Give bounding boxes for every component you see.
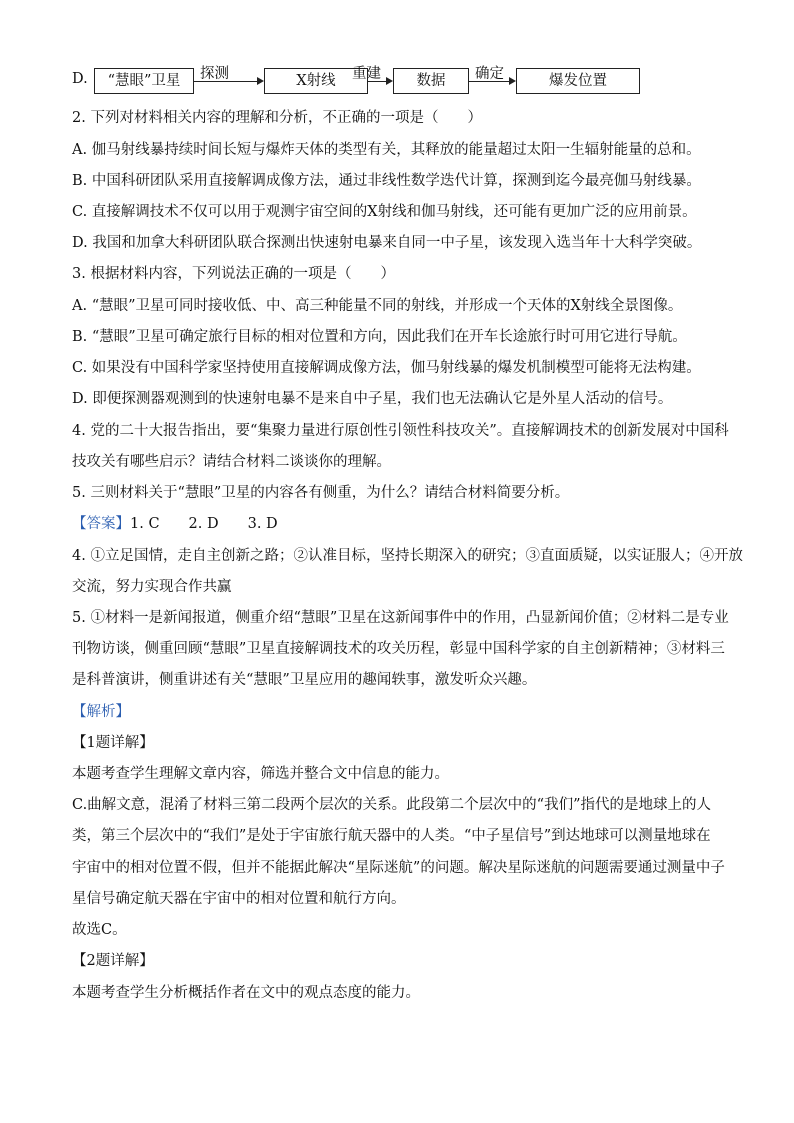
q3-stem: 3. 根据材料内容，下列说法正确的一项是（ ） xyxy=(72,266,395,282)
analysis-q1-heading: 【1题详解】 xyxy=(72,735,154,751)
flow-box-position: 爆发位置 xyxy=(516,68,640,94)
answer-5-line-3: 是科普演讲，侧重讲述有关“慧眼”卫星应用的趣闻轶事，激发听众兴趣。 xyxy=(72,672,537,688)
analysis-q2-heading: 【2题详解】 xyxy=(72,953,154,969)
q2-option-b: B. 中国科研团队采用直接解调成像方法，通过非线性数学迭代计算，探测到迄今最亮伽马射线暴。 xyxy=(72,173,701,189)
flow-diagram xyxy=(72,68,652,98)
q3-option-c: C. 如果没有中国科学家坚持使用直接解调成像方法，伽马射线暴的爆发机制模型可能将无法构建。 xyxy=(72,360,701,376)
q2-option-d: D. 我国和加拿大科研团队联合探测出快速射电暴来自同一中子星，该发现入选当年十大科学突破。 xyxy=(72,235,702,251)
flow-arrow-label-rebuild: 重建 xyxy=(352,66,381,82)
q3-option-d: D. 即便探测器观测到的快速射电暴不是来自中子星，我们也无法确认它是外星人活动的信号。 xyxy=(72,391,673,407)
q4-line-2: 技攻关有哪些启示？请结合材料二谈谈你的理解。 xyxy=(72,454,391,470)
flow-arrow-1 xyxy=(194,81,257,82)
q3-option-b: B. “慧眼”卫星可确定旅行目标的相对位置和方向，因此我们在开车长途旅行时可用它进行导航。 xyxy=(72,329,687,345)
flow-box-xray: X射线 xyxy=(264,68,368,94)
analysis-q1-line-1: C.曲解文意，混淆了材料三第二段两个层次的关系。此段第二个层次中的“我们”指代的是地球上的人 xyxy=(72,797,712,813)
analysis-q2-intro: 本题考查学生分析概括作者在文中的观点态度的能力。 xyxy=(72,985,420,1001)
analysis-tag: 【解析】 xyxy=(72,704,130,720)
answer-5-line-2: 刊物访谈，侧重回顾“慧眼”卫星直接解调技术的攻关历程，彰显中国科学家的自主创新精神；③材料三 xyxy=(72,641,725,657)
answer-tag: 【答案】 xyxy=(72,516,130,532)
q4-line-1: 4. 党的二十大报告指出，要“集聚力量进行原创性引领性科技攻关”。直接解调技术的创新发展对中国科 xyxy=(72,423,729,439)
q3-option-a: A. “慧眼”卫星可同时接收低、中、高三种能量不同的射线，并形成一个天体的X射线全景图像。 xyxy=(72,298,683,314)
flow-arrow-label-detect: 探测 xyxy=(200,66,229,82)
answer-4-line-2: 交流，努力实现合作共赢 xyxy=(72,579,232,595)
flow-arrowhead-2 xyxy=(386,77,393,85)
answer-5-line-1: 5. ①材料一是新闻报道，侧重介绍“慧眼”卫星在这新闻事件中的作用，凸显新闻价值；②材料二是专业 xyxy=(72,610,729,626)
flow-arrowhead-1 xyxy=(257,77,264,85)
analysis-q1-line-3: 宇宙中的相对位置不假，但并不能据此解决“星际迷航”的问题。解决星际迷航的问题需要通过测量中子 xyxy=(72,860,725,876)
answer-text: 1. C 2. D 3. D xyxy=(130,516,278,532)
answer-4-line-1: 4. ①立足国情，走自主创新之路；②认准目标，坚持长期深入的研究；③直面质疑，以实证服人；④开放 xyxy=(72,548,743,564)
q5-line-1: 5. 三则材料关于“慧眼”卫星的内容各有侧重，为什么？请结合材料简要分析。 xyxy=(72,485,570,501)
flow-arrowhead-3 xyxy=(509,77,516,85)
flow-arrow-label-determine: 确定 xyxy=(475,66,504,82)
answer-line xyxy=(72,514,278,534)
flow-arrow-3 xyxy=(469,81,509,82)
option-d-label: D. xyxy=(72,71,88,87)
flow-box-data: 数据 xyxy=(393,68,469,94)
flow-box-satellite: “慧眼”卫星 xyxy=(94,68,194,94)
q2-option-c: C. 直接解调技术不仅可以用于观测宇宙空间的X射线和伽马射线，还可能有更加广泛的应用前景。 xyxy=(72,204,697,220)
q2-stem: 2. 下列对材料相关内容的理解和分析，不正确的一项是（ ） xyxy=(72,110,482,126)
q2-option-a: A. 伽马射线暴持续时间长短与爆炸天体的类型有关，其释放的能量超过太阳一生辐射能量的总和。 xyxy=(72,142,701,158)
flow-arrow-2 xyxy=(368,81,386,82)
analysis-q1-choice: 故选C。 xyxy=(72,922,127,938)
analysis-q1-line-4: 星信号确定航天器在宇宙中的相对位置和航行方向。 xyxy=(72,891,406,907)
analysis-q1-line-2: 类，第三个层次中的“我们”是处于宇宙旅行航天器中的人类。“中子星信号”到达地球可以测量地球在 xyxy=(72,828,711,844)
analysis-q1-intro: 本题考查学生理解文章内容，筛选并整合文中信息的能力。 xyxy=(72,766,449,782)
